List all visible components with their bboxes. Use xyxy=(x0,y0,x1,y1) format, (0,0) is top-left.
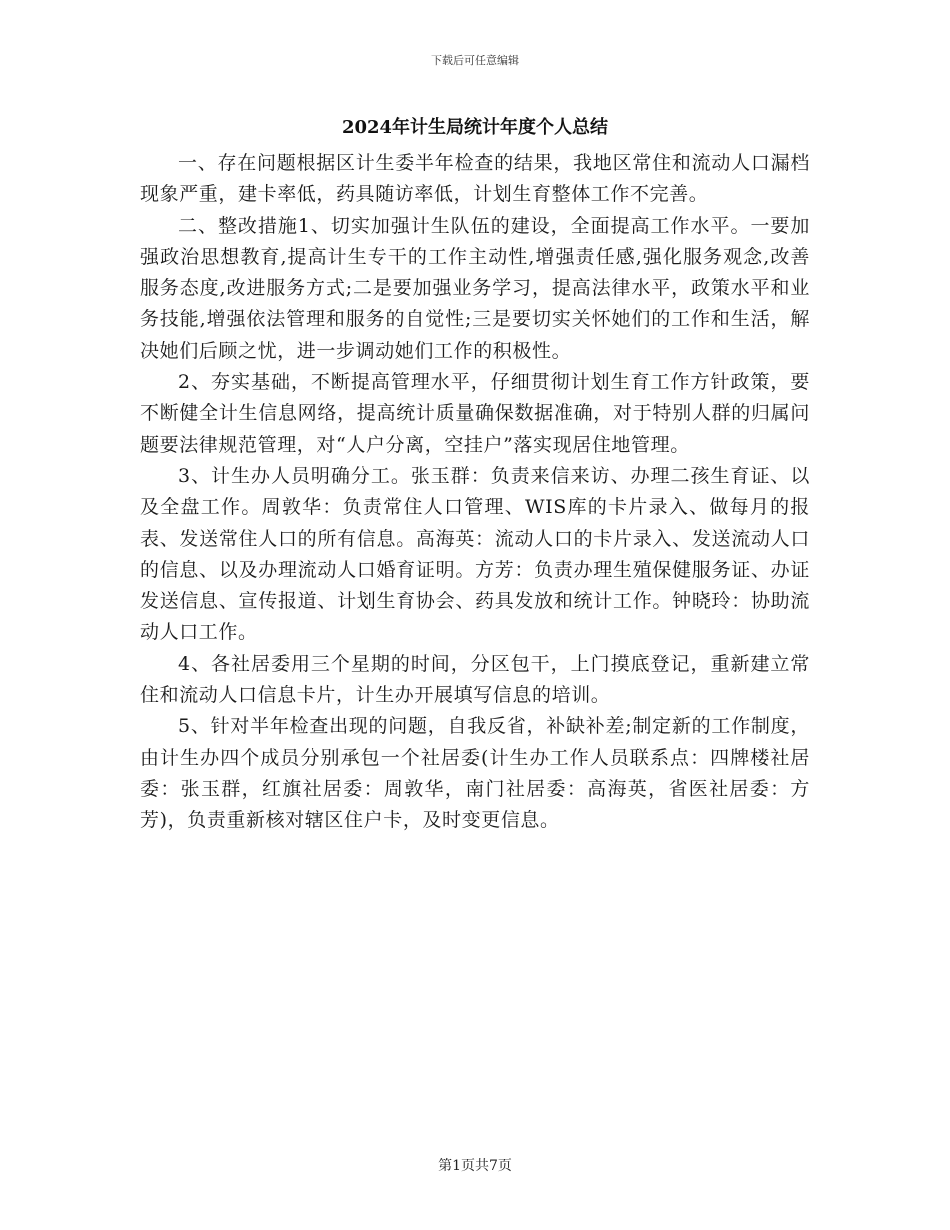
document-title: 2024年计生局统计年度个人总结 xyxy=(341,117,609,138)
paragraph-measures-4: 4、各社居委用三个星期的时间，分区包干，上门摸底登记，重新建立常住和流动人口信息卡片，计生办开展填写信息的培训。 xyxy=(140,652,810,707)
paragraph-measures-2: 2、夯实基础，不断提高管理水平，仔细贯彻计划生育工作方针政策，要不断健全计生信息网络，提高统计质量确保数据准确，对于特别人群的归属问题要法律规范管理，对“人户分离，空挂户”落实现居住地管理。 xyxy=(140,371,810,456)
page-number-footer: 第1页共7页 xyxy=(438,1158,512,1174)
paragraph-measures-1: 二、整改措施1、切实加强计生队伍的建设，全面提高工作水平。一要加强政治思想教育,提高计生专干的工作主动性,增强责任感,强化服务观念,改善服务态度,改进服务方式;二是要加强业务学习，提高法律水平，政策水平和业务技能,增强依法管理和服务的自觉性;三是要切实关怀她们的工作和生活，解决她们后顾之忧，进一步调动她们工作的积极性。 xyxy=(140,214,810,362)
paragraph-measures-5: 5、针对半年检查出现的问题，自我反省，补缺补差;制定新的工作制度，由计生办四个成员分别承包一个社居委(计生办工作人员联系点：四牌楼社居委：张玉群，红旗社居委：周敦华，南门社居委：高海英，省医社居委：方芳)，负责重新核对辖区住户卡，及时变更信息。 xyxy=(140,715,810,832)
header-note: 下载后可任意编辑 xyxy=(431,54,519,67)
paragraph-measures-3: 3、计生办人员明确分工。张玉群：负责来信来访、办理二孩生育证、以及全盘工作。周敦华：负责常住人口管理、WIS库的卡片录入、做每月的报表、发送常住人口的所有信息。高海英：流动人口的卡片录入、发送流动人口的信息、以及办理流动人口婚育证明。方芳：负责办理生殖保健服务证、办证发送信息、宣传报道、计划生育协会、药具发放和统计工作。钟晓玲：协助流动人口工作。 xyxy=(140,464,810,644)
document-body xyxy=(140,148,810,837)
paragraph-problems: 一、存在问题根据区计生委半年检查的结果，我地区常住和流动人口漏档现象严重，建卡率低，药具随访率低，计划生育整体工作不完善。 xyxy=(140,152,810,206)
